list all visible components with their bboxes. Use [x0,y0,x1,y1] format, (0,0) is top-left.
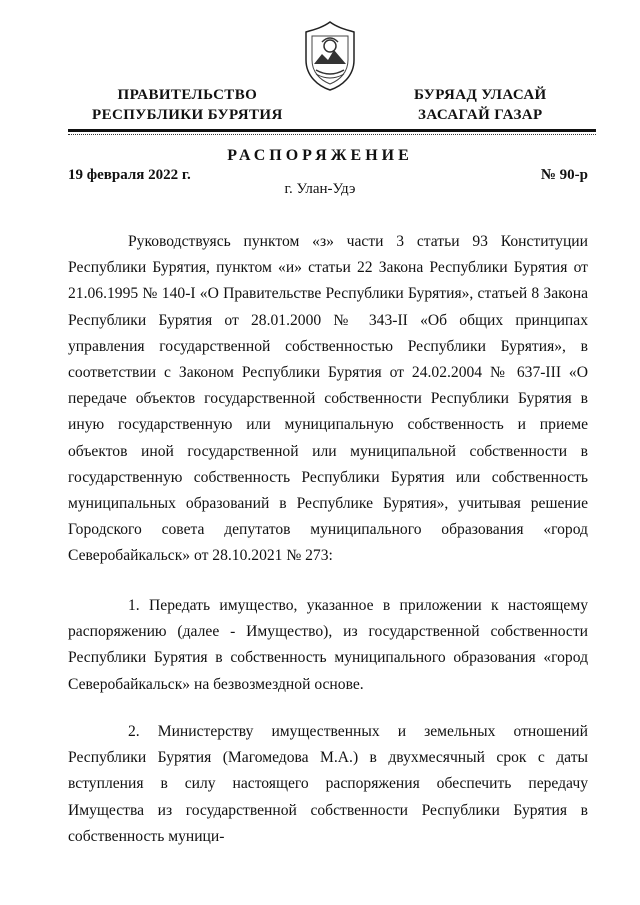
header-left-line1: ПРАВИТЕЛЬСТВО [117,87,258,103]
document-number: № 90-р [540,167,588,183]
header-right-line2: ЗАСАГАЙ ГАЗАР [418,107,543,123]
coat-of-arms-emblem [302,20,358,92]
header-left-line2: РЕСПУБЛИКИ БУРЯТИЯ [92,107,283,123]
government-name-russian [92,85,283,125]
document-date: 19 февраля 2022 г. [68,167,191,183]
paragraph-item-2: 2. Министерству имущественных и земельных отношений Республики Бурятия (Магомедова М.А.) в двухмесячный срок с даты вступления в силу настоящего распоряжения обеспечить передачу Имущества из государственной собственности Республики Бурятия в собственность муници- [68,723,588,845]
paragraph-item-1: 1. Передать имущество, указанное в приложении к настоящему распоряжению (далее - Имущество), из государственной собственности Республики Бурятия в собственность муниципального образования «город Северобайкальск» на безвозмездной основе. [68,597,588,693]
government-name-buryat [414,85,547,125]
header-divider-dotted [68,134,596,135]
document-city: г. Улан-Удэ [284,181,356,197]
header-divider-thick [68,129,596,132]
paragraph-preamble: Руководствуясь пунктом «з» части 3 статьи 93 Конституции Республики Бурятия, пунктом «и» статьи 22 Закона Республики Бурятия от 21.06.1995 № 140-I «О Правительстве Республики Бурятия», статьей 8 Закона Республики Бурятия от 28.01.2000 № 343-II «Об общих принципах управления государственной собственностью Республики Бурятия», в соответствии с Законом Республики Бурятия от 24.02.2004 № 637-III «О передаче объектов государственной собственности Республики Бурятия в иную государственную или муниципальную собственность и приеме объектов иной государственной или муниципальной собственности в государственную собственность Республики Бурятия или собственность муниципальных образований в Республике Бурятия», учитывая решение Городского совета депутатов муниципального образования «город Северобайкальск» от 28.10.2021 № 273: [68,233,588,565]
header-right-line1: БУРЯАД УЛАСАЙ [414,87,547,103]
document-title: РАСПОРЯЖЕНИЕ [227,147,413,164]
